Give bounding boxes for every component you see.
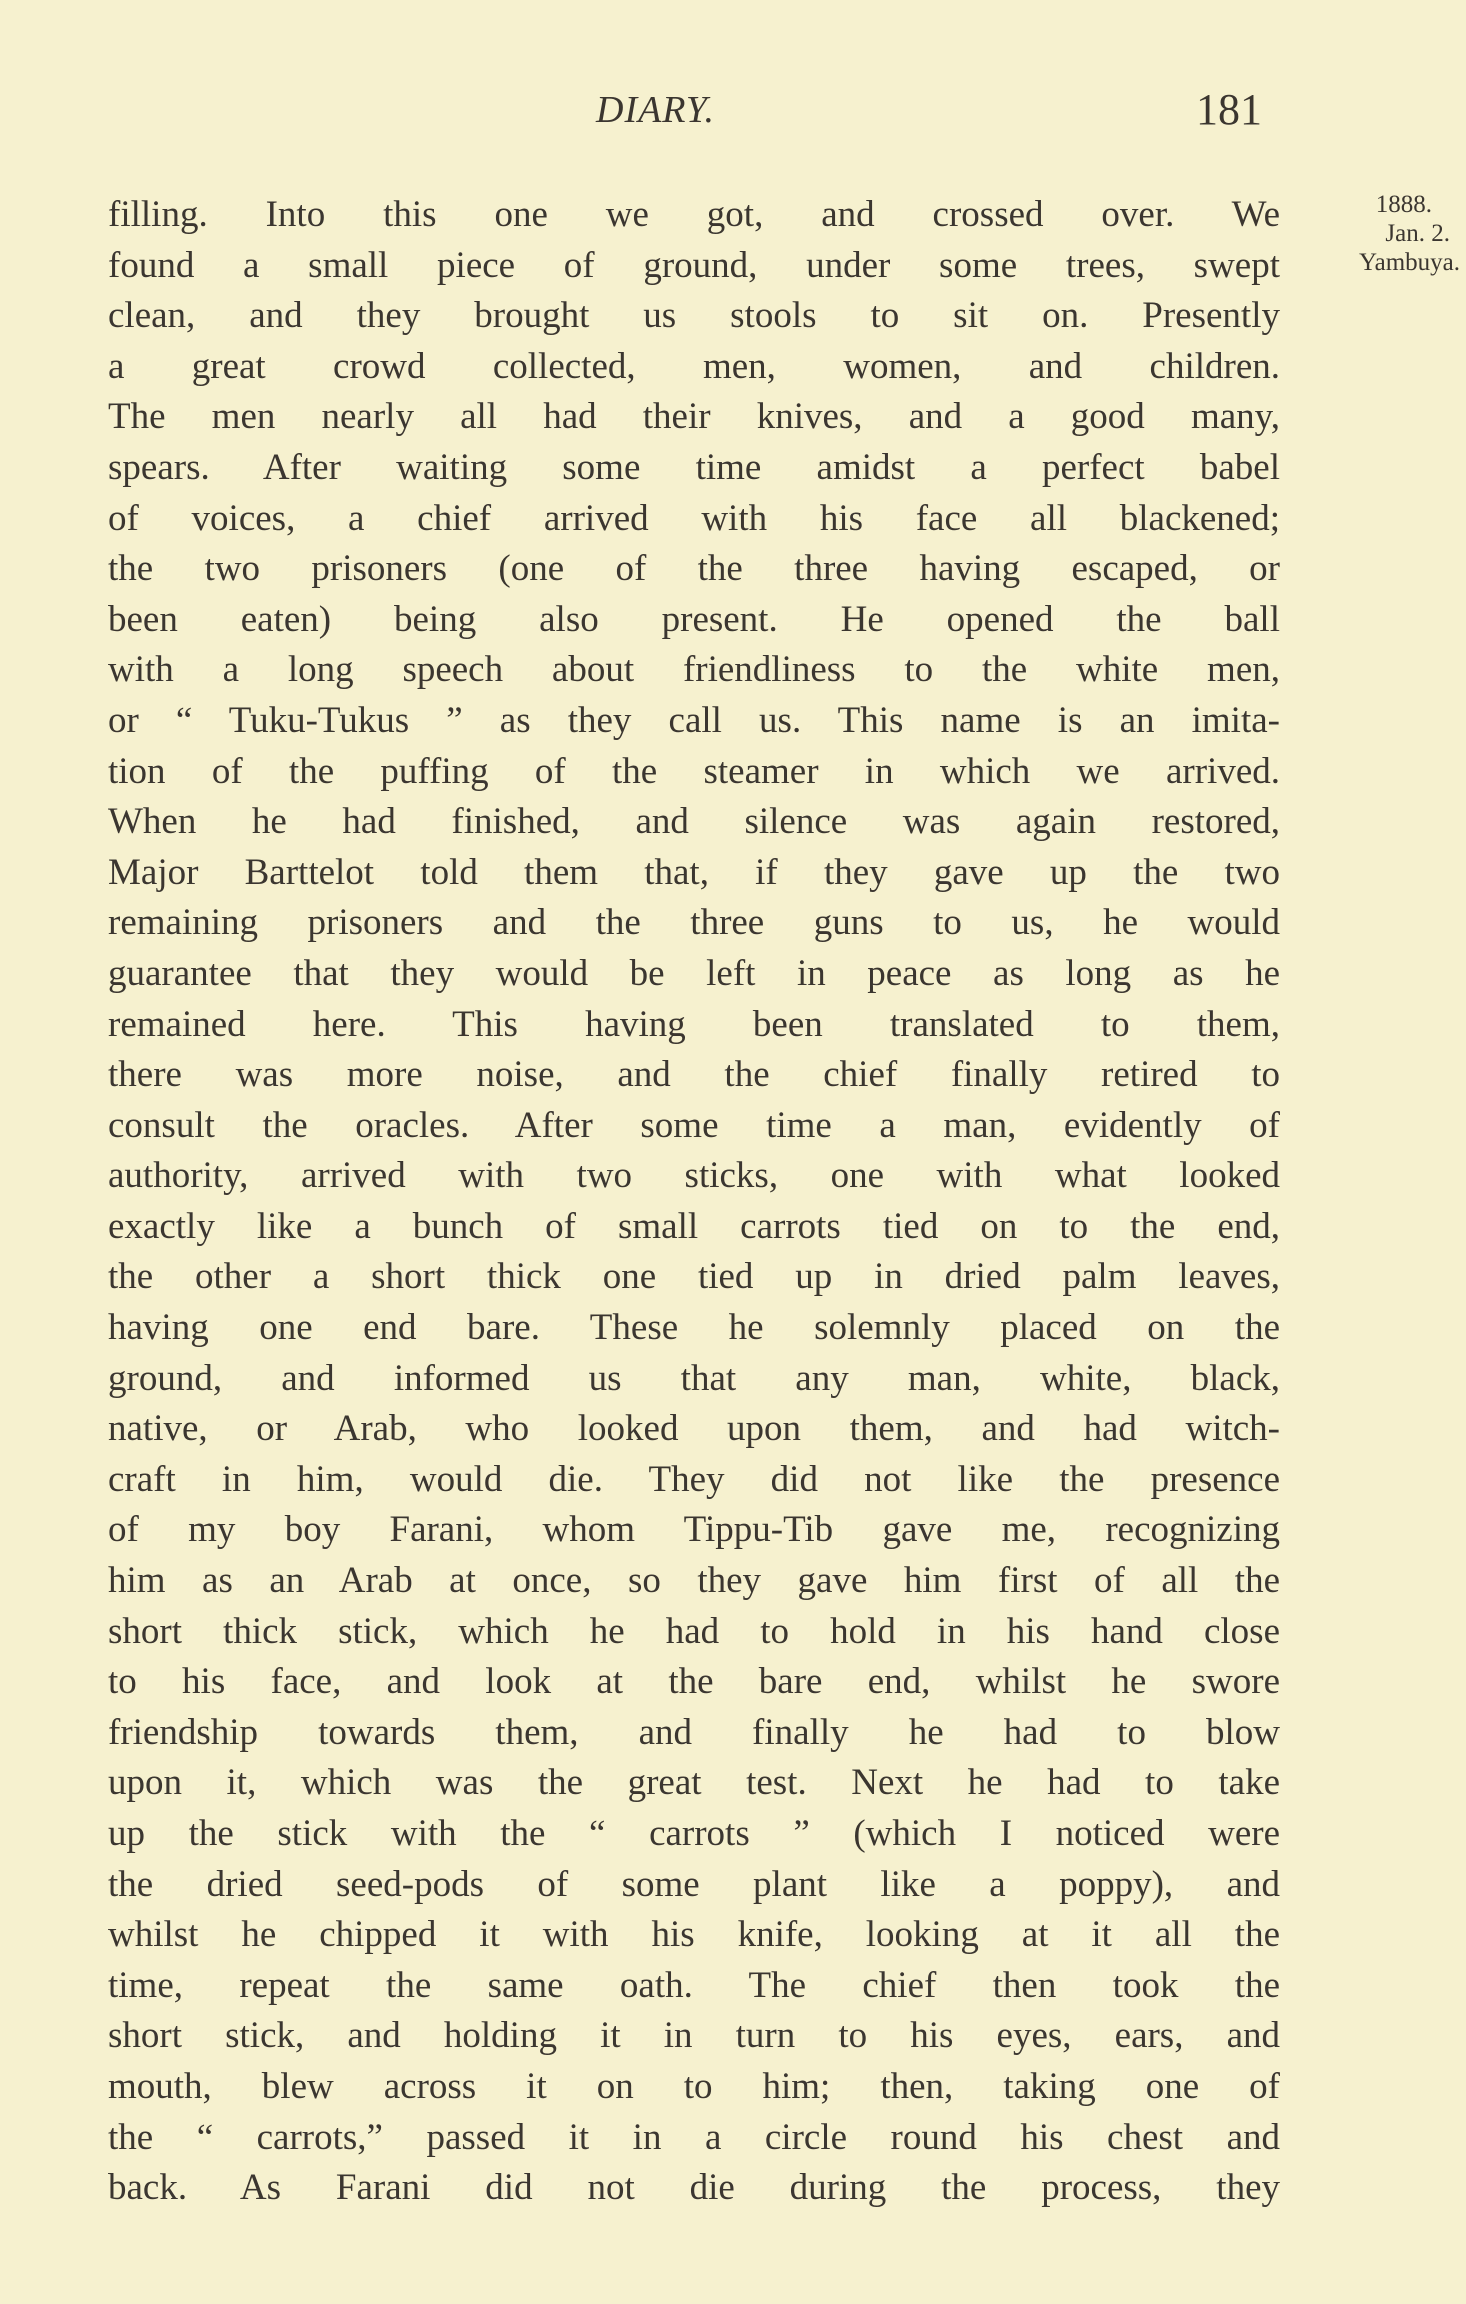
text-line: having one end bare. These he solemnly placed on the [108,1307,1280,1349]
text-line: the dried seed-pods of some plant like a poppy), and [108,1863,1280,1905]
text-line: with a long speech about friendliness to the white men, [108,649,1280,691]
margin-date: Jan. 2. [1385,220,1450,247]
text-line: The men nearly all had their knives, and a good many, [108,396,1280,438]
running-title: DIARY. [596,89,715,131]
text-line: remaining prisoners and the three guns to us, he would [108,902,1280,944]
text-line: the other a short thick one tied up in dried palm leaves, [108,1256,1280,1298]
text-line: whilst he chipped it with his knife, looking at it all the [108,1914,1280,1956]
text-line: craft in him, would die. They did not like the presence [108,1458,1280,1500]
text-line: ground, and informed us that any man, white, black, [108,1357,1280,1399]
text-line: native, or Arab, who looked upon them, and had witch- [108,1408,1280,1450]
text-line: guarantee that they would be left in peace as long as he [108,952,1280,994]
text-line: tion of the puffing of the steamer in which we arrived. [108,750,1280,792]
margin-year: 1888. [1375,191,1432,218]
text-line: spears. After waiting some time amidst a perfect babel [108,446,1280,488]
text-line: clean, and they brought us stools to sit on. Presently [108,295,1280,337]
page-number: 181 [1196,85,1262,134]
text-line: of voices, a chief arrived with his face all blackened; [108,497,1280,539]
text-line: upon it, which was the great test. Next he had to take [108,1762,1280,1804]
text-line: consult the oracles. After some time a man, evidently of [108,1104,1280,1146]
margin-note [1290,190,1460,277]
margin-place: Yambuya. [1359,249,1460,276]
text-line: been eaten) being also present. He opened the ball [108,598,1280,640]
text-line: filling. Into this one we got, and crossed over. We [108,194,1280,235]
text-line: back. As Farani did not die during the process, they [108,2167,1280,2209]
text-line: found a small piece of ground, under some trees, swept [108,244,1280,286]
text-line: short thick stick, which he had to hold in his hand close [108,1610,1280,1652]
text-line: or “ Tuku-Tukus ” as they call us. This name is an imita- [108,699,1280,741]
text-line: the “ carrots,” passed it in a circle round his chest and [108,2116,1280,2158]
text-line: him as an Arab at once, so they gave him first of all the [108,1560,1280,1602]
text-line: time, repeat the same oath. The chief then took the [108,1964,1280,2006]
text-line: there was more noise, and the chief finally retired to [108,1054,1280,1096]
text-line: the two prisoners (one of the three having escaped, or [108,548,1280,590]
text-line: exactly like a bunch of small carrots tied on to the end, [108,1205,1280,1247]
text-line: authority, arrived with two sticks, one with what looked [108,1155,1280,1197]
text-line: of my boy Farani, whom Tippu-Tib gave me, recognizing [108,1509,1280,1551]
text-line: up the stick with the “ carrots ” (which I noticed were [108,1813,1280,1854]
text-line: remained here. This having been translated to them, [108,1003,1280,1045]
text-line: Major Barttelot told them that, if they gave up the two [108,851,1280,893]
text-line: to his face, and look at the bare end, whilst he swore [108,1661,1280,1703]
body-text [108,190,1280,2214]
text-line: friendship towards them, and finally he had to blow [108,1711,1280,1753]
text-line: When he had finished, and silence was again restored, [108,801,1280,843]
text-line: short stick, and holding it in turn to his eyes, ears, and [108,2015,1280,2057]
text-line: mouth, blew across it on to him; then, taking one of [108,2065,1280,2107]
text-line: a great crowd collected, men, women, and children. [108,345,1280,387]
